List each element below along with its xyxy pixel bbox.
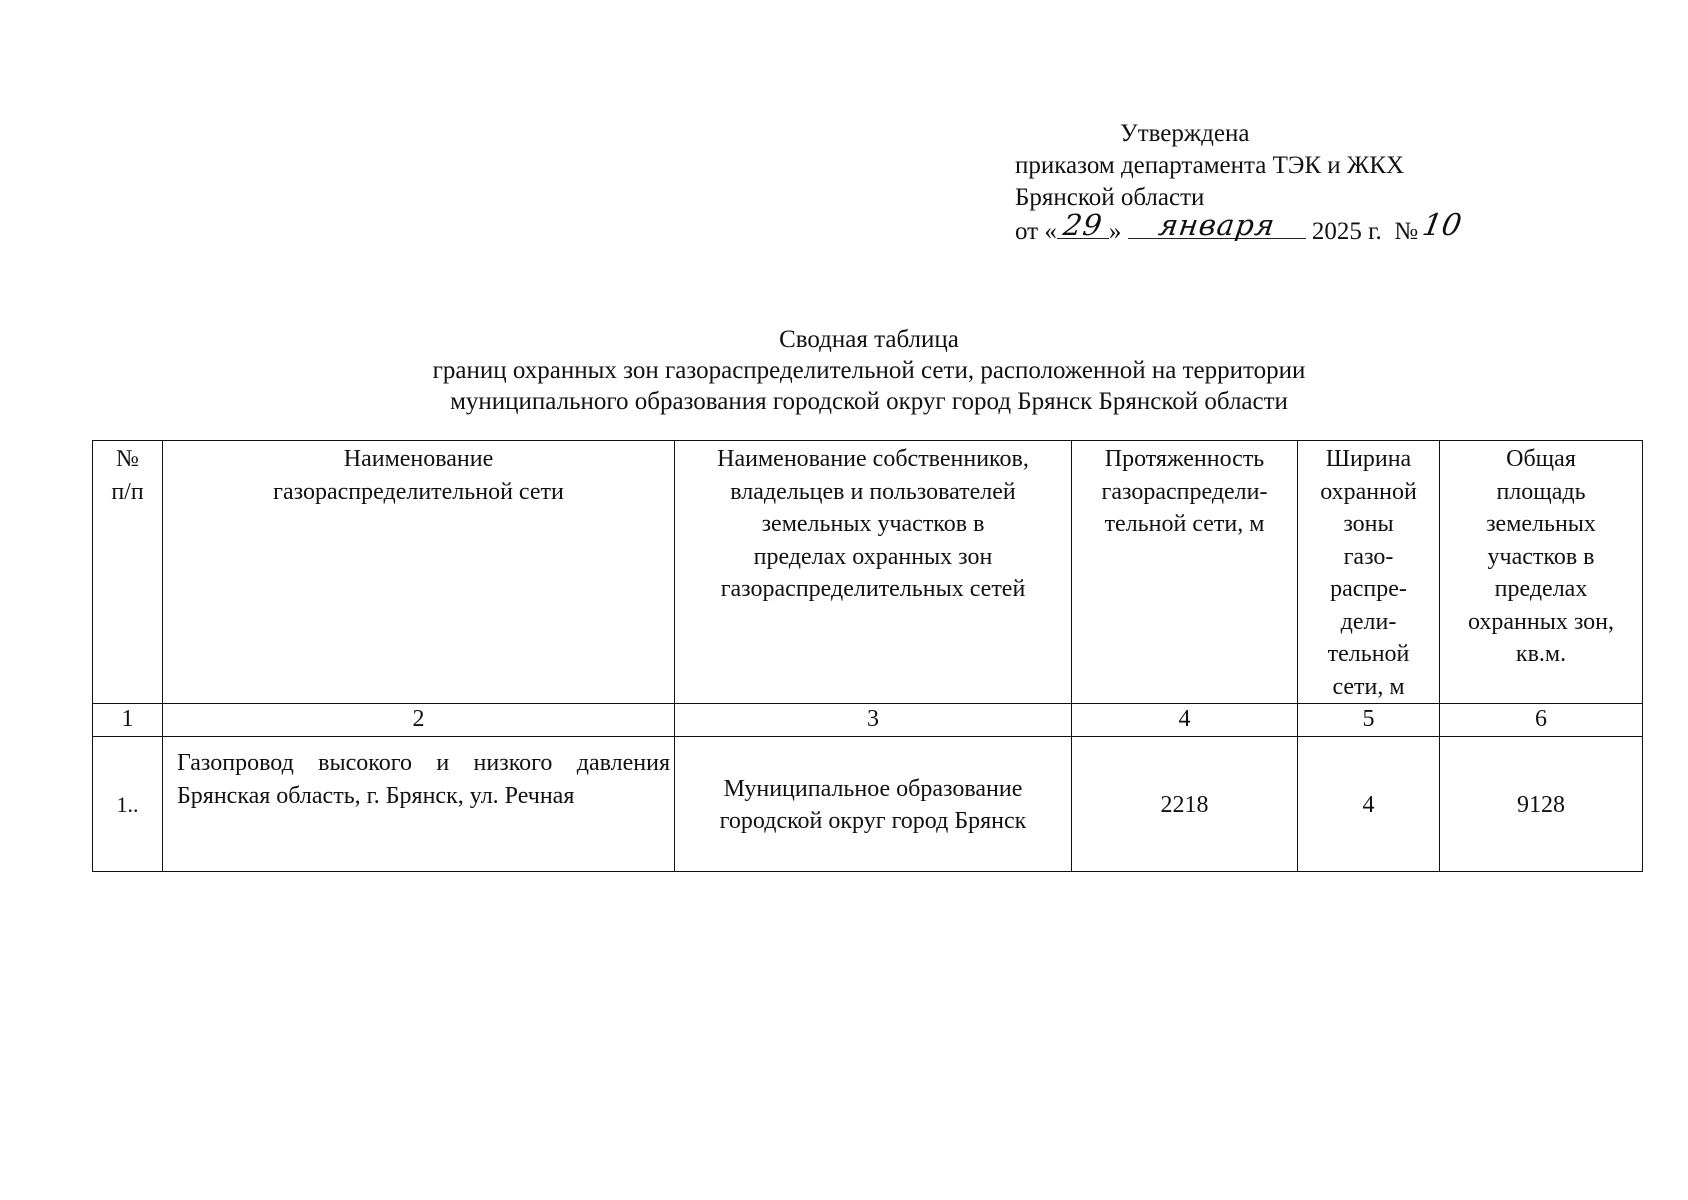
approval-block <box>1015 118 1535 248</box>
title-line-2: границ охранных зон газораспределительной сети, расположенной на территории <box>432 357 1306 384</box>
header-total-area: Общая площадь земельных участков в пределах охранных зон, кв.м. <box>1440 441 1643 704</box>
row-length: 2218 <box>1072 737 1298 872</box>
column-number: 5 <box>1298 704 1440 737</box>
header-index: № п/п <box>93 441 163 704</box>
header-owners: Наименование собственников, владельцев и пользователей земельных участков в пределах охранных зон газораспределительных сетей <box>675 441 1072 704</box>
approved-label: Утверждена <box>1120 120 1250 147</box>
title-line-3: муниципального образования городской округ город Брянск Брянской области <box>450 388 1288 415</box>
column-number: 6 <box>1440 704 1643 737</box>
column-number: 4 <box>1072 704 1298 737</box>
row-index: 1.. <box>93 737 163 872</box>
approval-date-line <box>1015 208 1535 248</box>
row-owners: Муниципальное образование городской округ город Брянск <box>675 737 1072 872</box>
column-number-row <box>93 704 1643 737</box>
title-line-1: Сводная таблица <box>779 326 959 353</box>
date-month-blank <box>1128 208 1306 242</box>
table-row <box>93 737 1643 872</box>
date-month-handwritten: января <box>1156 208 1278 242</box>
date-prefix: от « <box>1015 218 1057 245</box>
date-day-blank <box>1057 208 1109 242</box>
row-zone-width: 4 <box>1298 737 1440 872</box>
column-number: 3 <box>675 704 1072 737</box>
document-title <box>300 324 1438 417</box>
summary-table <box>92 440 1643 872</box>
row-total-area: 9128 <box>1440 737 1643 872</box>
header-network-name: Наименование газораспределительной сети <box>163 441 675 704</box>
date-year: 2025 г. <box>1311 218 1382 245</box>
order-number-label: № <box>1394 218 1419 245</box>
row-network-name: Газопровод высокого и низкого давления Брянская область, г. Брянск, ул. Речная <box>163 737 675 872</box>
column-number: 2 <box>163 704 675 737</box>
order-number-handwritten: 10 <box>1419 208 1465 243</box>
date-day-handwritten: 29 <box>1061 208 1105 242</box>
header-zone-width: Ширина охранной зоны газо- распре- дели- тельной сети, м <box>1298 441 1440 704</box>
date-quote-close: » <box>1108 218 1122 245</box>
approval-region-line: Брянской области <box>1015 184 1205 211</box>
table-header-row <box>93 441 1643 704</box>
approval-order-line: приказом департамента ТЭК и ЖКХ <box>1015 152 1405 179</box>
header-length: Протяженность газораспредели- тельной сети, м <box>1072 441 1298 704</box>
column-number: 1 <box>93 704 163 737</box>
